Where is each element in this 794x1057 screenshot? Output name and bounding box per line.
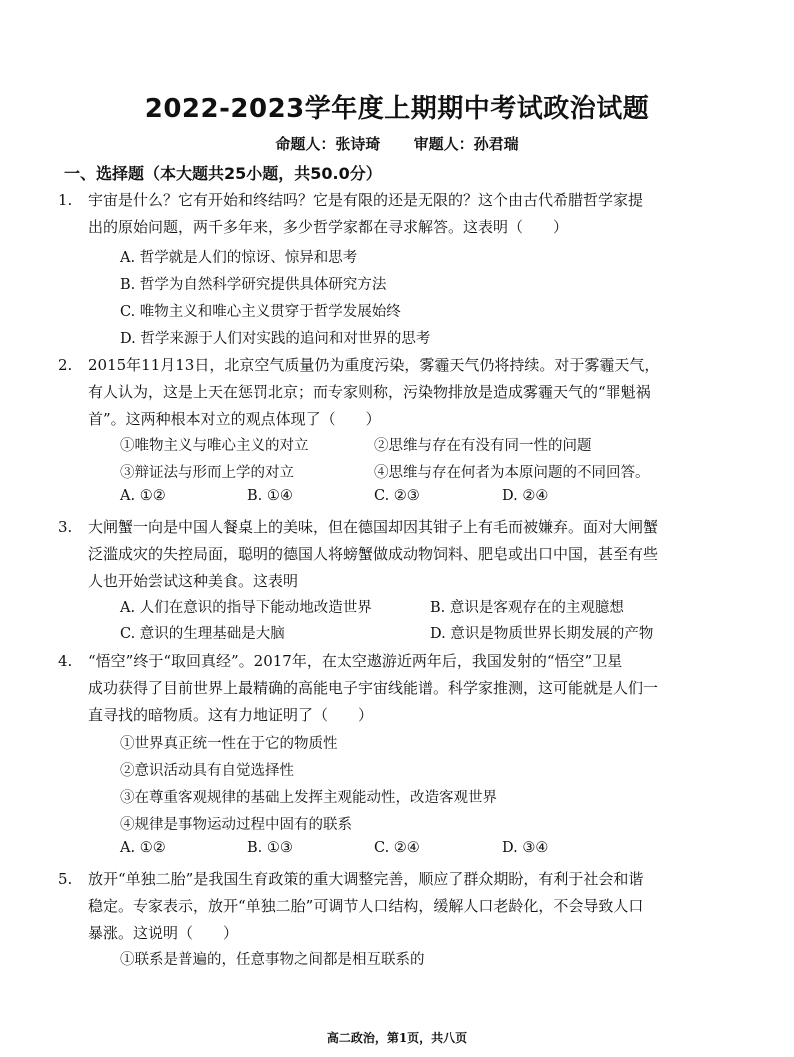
option-b: B. ①④ bbox=[247, 488, 293, 504]
option-a: A. ①② bbox=[120, 488, 166, 504]
question-5 bbox=[58, 866, 688, 947]
question-text-line: 成功获得了目前世界上最精确的高能电子宇宙线能谱。科学家推测，这可能就是人们一 bbox=[88, 679, 659, 697]
option-a: A. ①② bbox=[120, 840, 166, 856]
question-text-line: 暴涨。这说明（ ） bbox=[88, 924, 239, 942]
question-number: 2. bbox=[58, 356, 73, 374]
question-3 bbox=[58, 514, 688, 595]
question-text-line: 出的原始问题，两千多年来，多少哲学家都在寻求解答。这表明（ ） bbox=[88, 218, 569, 236]
option-c: C. ②④ bbox=[374, 840, 420, 856]
option-a: A. 人们在意识的指导下能动地改造世界 bbox=[120, 600, 372, 616]
option-c: C. 意识的生理基础是大脑 bbox=[120, 626, 285, 642]
section-heading: 一、选择题（本大题共25小题，共50.0分） bbox=[64, 164, 382, 183]
question-text-line: “悟空”终于“取回真经”。2017年，在太空遨游近两年后，我国发射的“悟空”卫星 bbox=[88, 652, 623, 670]
question-4 bbox=[58, 648, 688, 729]
question-number: 4. bbox=[58, 652, 73, 670]
option-c: C. 唯物主义和唯心主义贯穿于哲学发展始终 bbox=[120, 304, 401, 320]
question-text-line: 首”。这两种根本对立的观点体现了（ ） bbox=[88, 410, 381, 428]
statement-4: ④规律是事物运动过程中固有的联系 bbox=[120, 817, 352, 833]
option-d: D. ③④ bbox=[502, 840, 549, 856]
statement-1: ①世界真正统一性在于它的物质性 bbox=[120, 736, 338, 752]
statement-1: ①联系是普遍的，任意事物之间都是相互联系的 bbox=[120, 952, 425, 968]
question-text-line: 2015年11月13日，北京空气质量仍为重度污染，雾霾天气仍将持续。对于雾霾天气， bbox=[88, 356, 660, 374]
statement-1: ①唯物主义与唯心主义的对立 bbox=[120, 438, 309, 454]
option-d: D. 意识是物质世界长期发展的产物 bbox=[430, 626, 654, 642]
question-text-line: 人也开始尝试这种美食。这表明 bbox=[88, 572, 299, 590]
option-b: B. ①③ bbox=[247, 840, 293, 856]
option-d: D. ②④ bbox=[502, 488, 549, 504]
question-2 bbox=[58, 352, 688, 433]
option-c: C. ②③ bbox=[374, 488, 420, 504]
option-d: D. 哲学来源于人们对实践的追问和对世界的思考 bbox=[120, 331, 431, 347]
statement-3: ③辩证法与形而上学的对立 bbox=[120, 465, 294, 481]
question-text-line: 宇宙是什么？它有开始和终结吗？它是有限的还是无限的？这个由古代希腊哲学家提 bbox=[88, 191, 644, 209]
statement-2: ②意识活动具有自觉选择性 bbox=[120, 763, 294, 779]
statement-3: ③在尊重客观规律的基础上发挥主观能动性，改造客观世界 bbox=[120, 790, 497, 806]
question-text-line: 放开“单独二胎”是我国生育政策的重大调整完善，顺应了群众期盼，有利于社会和谐 bbox=[88, 870, 644, 888]
option-b: B. 哲学为自然科学研究提供具体研究方法 bbox=[120, 277, 387, 293]
question-text-line: 大闸蟹一向是中国人餐桌上的美味，但在德国却因其钳子上有毛而被嫌弃。面对大闸蟹 bbox=[88, 518, 659, 536]
option-a: A. 哲学就是人们的惊讶、惊异和思考 bbox=[120, 250, 358, 266]
author-line bbox=[0, 133, 794, 154]
question-text-line: 稳定。专家表示，放开“单独二胎”可调节人口结构，缓解人口老龄化，不会导致人口 bbox=[88, 897, 644, 915]
page-title: 2022-2023学年度上期期中考试政治试题 bbox=[144, 94, 650, 124]
statement-4: ④思维与存在何者为本原问题的不同回答。 bbox=[374, 465, 650, 481]
page-footer: 高二政治，第1页，共八页 bbox=[326, 1031, 468, 1045]
option-b: B. 意识是客观存在的主观臆想 bbox=[430, 600, 624, 616]
question-number: 1. bbox=[58, 191, 73, 209]
question-text-line: 直寻找的暗物质。这有力地证明了（ ） bbox=[88, 706, 374, 724]
question-number: 3. bbox=[58, 518, 73, 536]
question-number: 5. bbox=[58, 870, 73, 888]
setter-name: 命题人：张诗琦 bbox=[275, 135, 381, 153]
reviewer-name: 审题人：孙君瑞 bbox=[413, 135, 519, 153]
question-text-line: 泛滥成灾的失控局面，聪明的德国人将螃蟹做成动物饲料、肥皂或出口中国，甚至有些 bbox=[88, 545, 659, 563]
statement-2: ②思维与存在有没有同一性的问题 bbox=[374, 438, 592, 454]
question-1 bbox=[58, 187, 688, 241]
question-text-line: 有人认为，这是上天在惩罚北京；而专家则称，污染物排放是造成雾霾天气的“罪魁祸 bbox=[88, 383, 651, 401]
